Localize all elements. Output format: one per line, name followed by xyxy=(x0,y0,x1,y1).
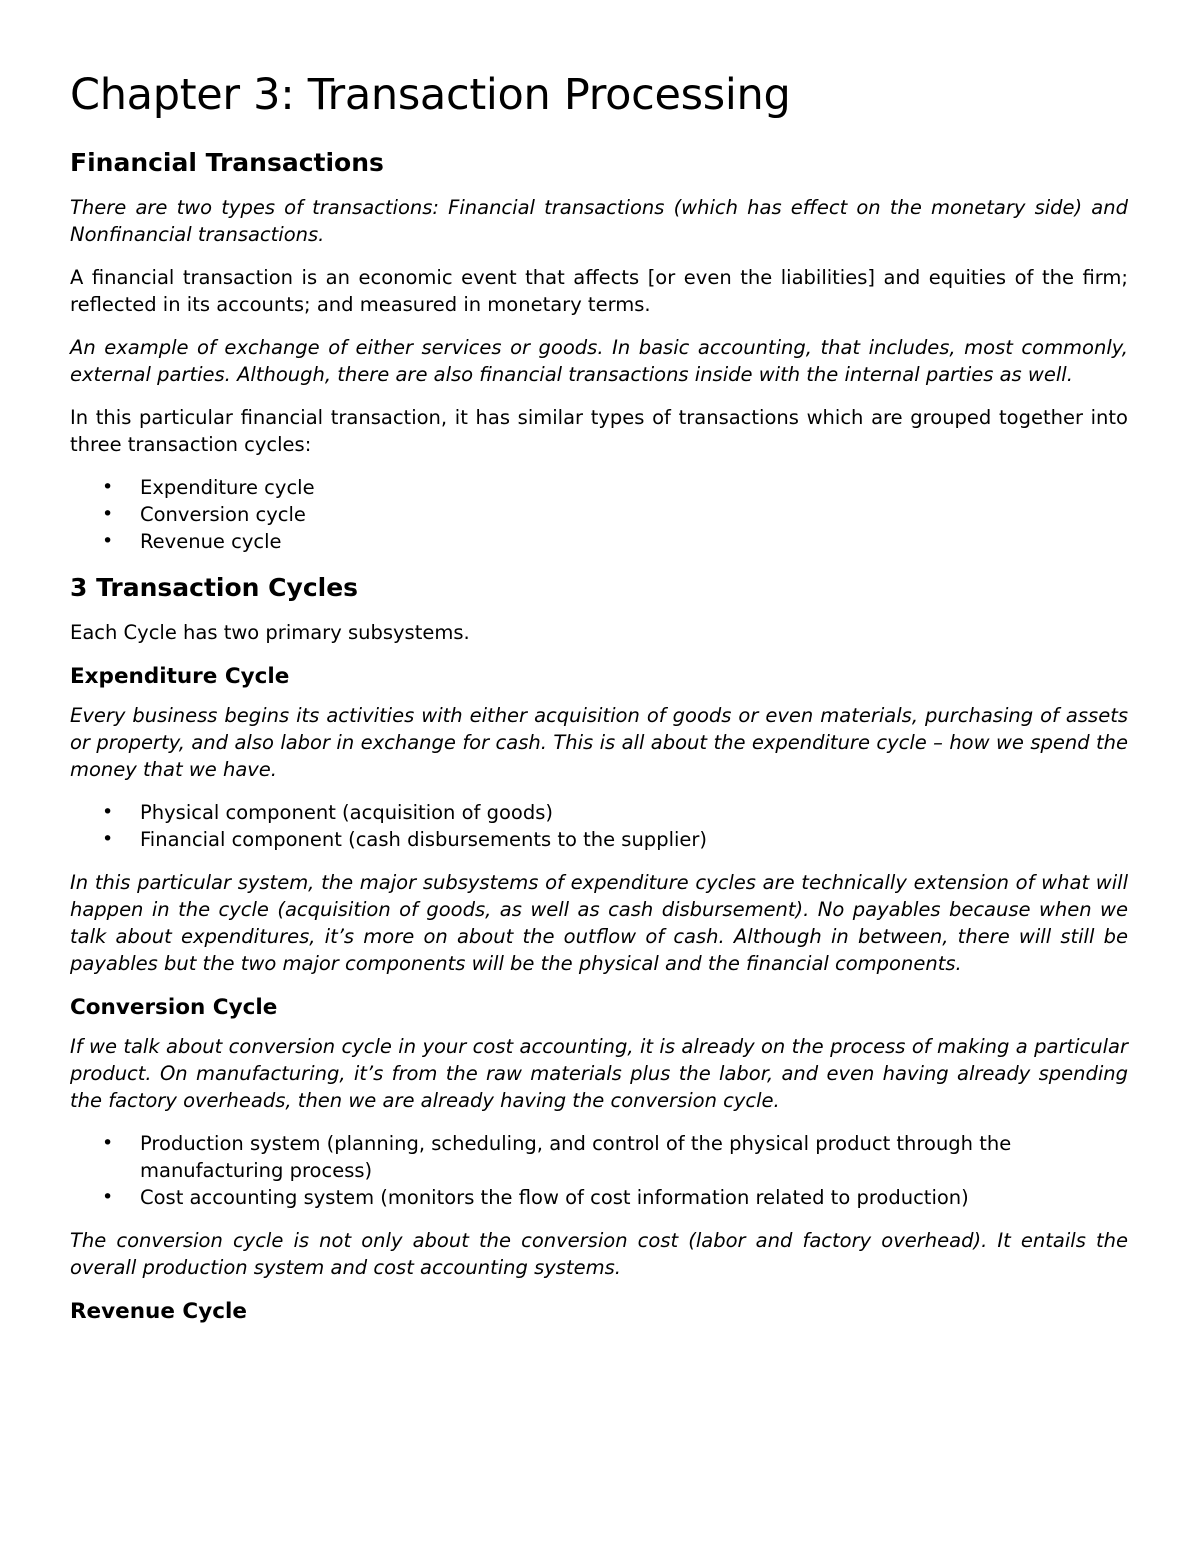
list-item: • Physical component (acquisition of goods) xyxy=(102,801,553,824)
paragraph-financial-transaction-definition: A financial transaction is an economic event that affects [or even the liabilities] and equities of the firm; reflected in its accounts; and measured in monetary terms. xyxy=(70,266,1128,316)
paragraph-expenditure-subsystems: In this particular system, the major subsystems of expenditure cycles are technically extension of what will happen in the cycle (acquisition of goods, as well as cash disbursement). No payables because when we talk about expenditures, it’s more on about the outflow of cash. Although in between, there will still be payables but the two major components will be the physical and the financial components. xyxy=(70,871,1128,975)
heading-conversion-cycle: Conversion Cycle xyxy=(70,995,278,1020)
paragraph-transaction-cycles-intro: In this particular financial transaction, it has similar types of transactions which are grouped together into three transaction cycles: xyxy=(70,406,1128,456)
heading-three-transaction-cycles: 3 Transaction Cycles xyxy=(70,573,359,602)
paragraph-types-of-transactions: There are two types of transactions: Financial transactions (which has effect on the monetary side) and Nonfinancial transactions. xyxy=(70,196,1128,246)
heading-expenditure-cycle: Expenditure Cycle xyxy=(70,664,290,689)
document-page xyxy=(70,66,1128,1337)
bullet-icon: • xyxy=(102,828,114,850)
paragraph-conversion-summary: The conversion cycle is not only about the conversion cost (labor and factory overhead). It entails the overall production system and cost accounting systems. xyxy=(70,1229,1128,1279)
list-item: • Expenditure cycle xyxy=(102,476,315,499)
bullet-icon: • xyxy=(102,476,114,498)
paragraph-expenditure-intro: Every business begins its activities with either acquisition of goods or even materials, purchasing of assets or property, and also labor in exchange for cash. This is all about the expenditure cycle – how we spend the money that we have. xyxy=(70,704,1128,781)
paragraph-exchange-example: An example of exchange of either services or goods. In basic accounting, that includes, most commonly, external parties. Although, there are also financial transactions inside with the internal parties as well. xyxy=(70,336,1128,386)
paragraph-primary-subsystems: Each Cycle has two primary subsystems. xyxy=(70,621,470,644)
bullet-icon: • xyxy=(102,503,114,525)
bullet-icon: • xyxy=(102,801,114,823)
list-item: • Production system (planning, scheduling, and control of the physical product through the manufacturing process) xyxy=(102,1132,1012,1182)
list-item: • Conversion cycle xyxy=(102,503,306,526)
list-item: • Cost accounting system (monitors the flow of cost information related to production) xyxy=(102,1186,969,1209)
bullet-icon: • xyxy=(102,1186,114,1208)
bullet-icon: • xyxy=(102,530,114,552)
conversion-systems-list xyxy=(70,1130,1128,1211)
page-title: Chapter 3: Transaction Processing xyxy=(70,70,791,120)
cycles-list xyxy=(70,474,1128,555)
expenditure-components-list xyxy=(70,799,1128,853)
paragraph-conversion-intro: If we talk about conversion cycle in your cost accounting, it is already on the process of making a particular product. On manufacturing, it’s from the raw materials plus the labor, and even having already spending the factory overheads, then we are already having the conversion cycle. xyxy=(70,1035,1128,1112)
list-item: • Revenue cycle xyxy=(102,530,282,553)
heading-financial-transactions: Financial Transactions xyxy=(70,148,384,177)
heading-revenue-cycle: Revenue Cycle xyxy=(70,1299,247,1324)
list-item: • Financial component (cash disbursements to the supplier) xyxy=(102,828,708,851)
bullet-icon: • xyxy=(102,1132,114,1154)
